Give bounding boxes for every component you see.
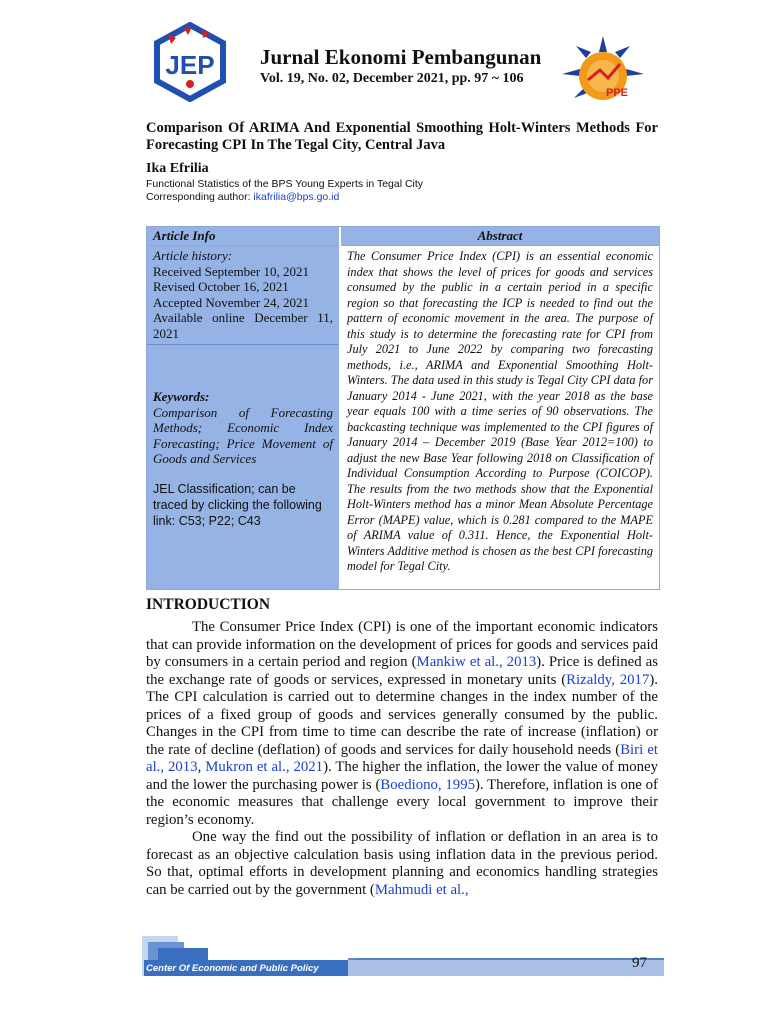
author-name: Ika Efrilia: [146, 161, 209, 176]
abstract-column: [341, 227, 659, 589]
paper-title: Comparison Of ARIMA And Exponential Smoothing Holt-Winters Methods For Forecasting CPI In The Tegal City, Central Java: [146, 120, 658, 153]
corresponding-email-link[interactable]: ikafrilia@bps.go.id: [253, 191, 340, 203]
introduction-paragraph-1: [146, 619, 658, 829]
corresponding-author: [146, 191, 423, 204]
footer-center-text: Center Of Economic and Public Policy: [146, 963, 319, 974]
introduction-body: [146, 619, 658, 899]
ppe-logo-text: PPE: [605, 87, 629, 99]
article-info-table: [146, 226, 660, 590]
introduction-paragraph-2: [146, 829, 658, 899]
abstract-text: The Consumer Price Index (CPI) is an essential economic index that shows the level of prices for goods and services consumed by the public in a certain period in a specific region so that forecasting the ICP is needed to find out the pattern of economic movement in the area. The purpose of this study is to determine the forecasting rate for CPI from July 2021 to June 2022 by comparing two forecasting methods, i.e., ARIMA and Exponential Smoothing Holt-Winters. The data used in this study is Tegal City CPI data for January 2014 - June 2021, with the year 2018 as the base year equals 100 with a time series of 90 observations. The backcasting technique was implemented to the CPI figures of January 2014 – December 2019 (Base Year 2012=100) to adjust the new Base Year following 2018 on Classification of Individual Consumption According to Purpose (COICOP). The results from the two methods show that the Exponential Holt-Winters method has a minor Mean Absolute Percentage Error (MAPE) value, which is 0.281 compared to the MAPE of ARIMA value of 0.311. Hence, the Exponential Holt-Winters Additive method is chosen as the best CPI forecasting model for Tegal City.: [347, 249, 653, 573]
p1-text-d: ). The higher the inflation, the lower the value of money and the lower the purchasing power is (: [146, 759, 658, 793]
keywords-text: Comparison of Forecasting Methods; Economic Index Forecasting; Price Movement of Goods and Services: [153, 404, 333, 466]
citation-link[interactable]: Boediono, 1995: [380, 776, 475, 793]
introduction-heading: INTRODUCTION: [146, 596, 271, 613]
jep-logo-text: JEP: [165, 50, 215, 80]
accepted-date: Accepted November 24, 2021: [153, 294, 309, 310]
journal-title: Jurnal Ekonomi Pembangunan: [260, 45, 542, 69]
keywords-label: Keywords:: [153, 389, 210, 404]
affiliation-text: Functional Statistics of the BPS Young Experts in Tegal City: [146, 178, 424, 190]
page-number: 97: [632, 955, 647, 971]
p2-text-a: One way the find out the possibility of inflation or deflation in an area is to forecast as an objective calculation basis using inflation data in the previous period. So that, optimal efforts in development planning and economics handling strategies can be carried out by the government (: [146, 829, 658, 898]
available-date: Available online December 11, 2021: [153, 310, 333, 341]
article-info-header: Article Info: [147, 227, 339, 246]
history-label: Article history:: [153, 248, 233, 263]
author-affiliation: [146, 178, 423, 204]
article-history: [147, 246, 339, 345]
citation-link[interactable]: Rizaldy, 2017: [566, 671, 650, 688]
corresponding-label: Corresponding author:: [146, 191, 254, 203]
received-date: Received September 10, 2021: [153, 263, 309, 279]
p1-text-c: ). The CPI calculation is carried out to determine changes in the index number of the prices of a fixed group of goods and services generally consumed by the public. Changes in the CPI from time to time can describe the rate of increase (inflation) or the rate of decline (deflation) of goods and services for daily household needs (: [146, 671, 658, 758]
jel-classification[interactable]: JEL Classification; can be traced by clicking the following link: C53; P22; C43: [153, 481, 322, 528]
abstract-header: Abstract: [341, 227, 659, 246]
citation-link[interactable]: Mahmudi et al.,: [374, 881, 469, 898]
ppe-logo: [560, 34, 646, 110]
citation-link[interactable]: Mukron et al., 2021: [205, 759, 324, 775]
p1-separator: ,: [197, 759, 206, 775]
article-info-column: [147, 227, 339, 589]
p1-text-a: The Consumer Price Index (CPI) is one of the important economic indicators that can provide information on the development of prices for goods and services paid by consumers in a certain period and region (: [146, 619, 658, 670]
p1-text-e: ). Therefore, inflation is one of the economic measures that challenge every local government to improve their region’s economy.: [146, 776, 658, 828]
citation-link[interactable]: Biri et al., 2013: [146, 741, 658, 775]
keywords-block: [147, 345, 339, 529]
jep-logo: [150, 22, 230, 102]
journal-volume: Vol. 19, No. 02, December 2021, pp. 97 ~ 106: [260, 71, 524, 86]
p1-text-b: ). Price is defined as the exchange rate of goods or services, expressed in monetary units (: [146, 654, 658, 688]
revised-date: Revised October 16, 2021: [153, 279, 289, 294]
citation-link[interactable]: Mankiw et al., 2013: [416, 654, 537, 670]
